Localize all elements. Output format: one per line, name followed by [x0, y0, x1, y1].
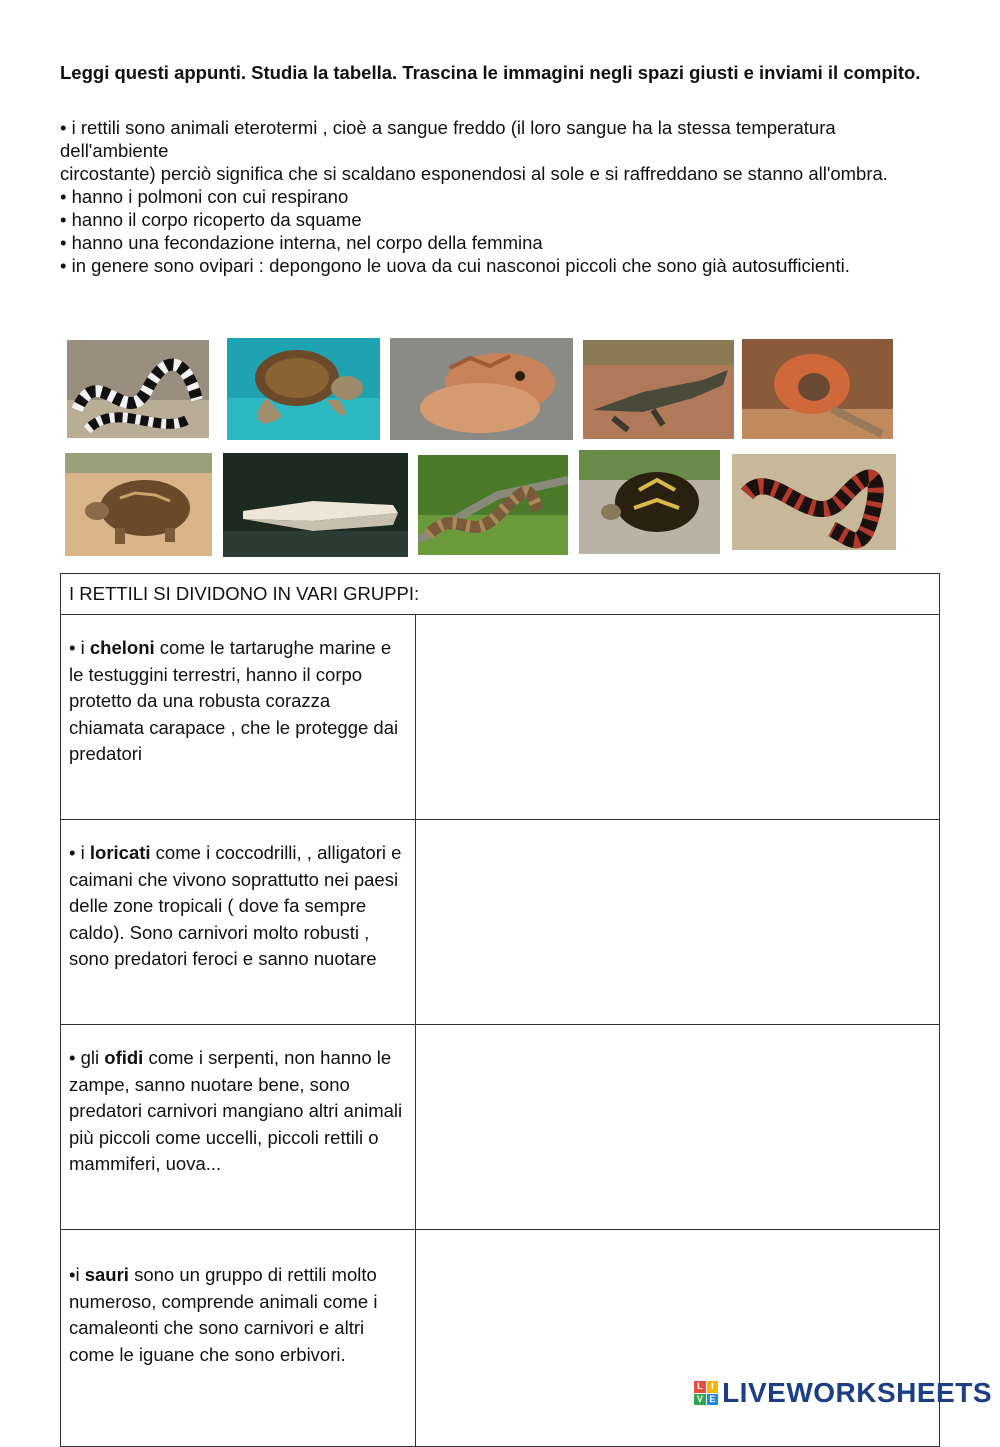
drop-zone-loricati[interactable]: [416, 820, 940, 1025]
note-line: • in genere sono ovipari : depongono le uova da cui nasconoi piccoli che sono già autosufficienti.: [60, 255, 850, 276]
note-line: • hanno una fecondazione interna, nel corpo della femmina: [60, 232, 543, 253]
note-line: • hanno il corpo ricoperto da squame: [60, 209, 362, 230]
notes: [60, 116, 940, 277]
note-line: circostante) perciò significa che si scaldano esponendosi al sole e si raffreddano se stanno all'ombra.: [60, 163, 888, 184]
group-description-ofidi: [61, 1025, 416, 1230]
draggable-image-sea-turtle[interactable]: [227, 338, 380, 440]
logo-icon: L I V E: [694, 1381, 718, 1405]
table-row: [61, 1025, 940, 1230]
desc-prefix: • i: [69, 637, 90, 658]
table-header: I RETTILI SI DIVIDONO IN VARI GRUPPI:: [61, 574, 940, 615]
desc-text: sono un gruppo di rettili molto numeroso, comprende animali come i camaleonti che sono carnivori e altri come le iguane che sono erbivori.: [69, 1264, 378, 1365]
draggable-image-frilled-lizard[interactable]: [742, 339, 893, 439]
desc-text: come le tartarughe marine e le testuggini terrestri, hanno il corpo protetto da una robusta corazza chiamata carapace , che le protegge dai predatori: [69, 637, 399, 764]
note-line: • hanno i polmoni con cui respirano: [60, 186, 349, 207]
group-term: cheloni: [89, 637, 155, 658]
group-term: sauri: [84, 1264, 129, 1285]
instructions: Leggi questi appunti. Studia la tabella. Trascina le immagini negli spazi giusti e inviami il compito.: [60, 62, 921, 83]
drop-zone-sauri[interactable]: [416, 1230, 940, 1447]
draggable-image-radiated-tortoise[interactable]: [579, 450, 720, 554]
groups-table: [60, 573, 940, 1447]
drop-zone-cheloni[interactable]: [416, 615, 940, 820]
table-row: [61, 820, 940, 1025]
group-description-sauri: [61, 1230, 416, 1447]
desc-text: come i coccodrilli, , alligatori e caimani che vivono soprattutto nei paesi delle zone tropicali ( dove fa sempre caldo). Sono carnivori molto robusti , sono predatori feroci e sanno nuotare: [69, 842, 402, 969]
brand-name: LIVEWORKSHEETS: [722, 1377, 992, 1408]
group-description-loricati: [61, 820, 416, 1025]
desc-prefix: •i: [69, 1264, 85, 1285]
draggable-image-albino-alligator[interactable]: [223, 453, 408, 557]
liveworksheets-logo: [694, 1377, 992, 1409]
table-row: [61, 1230, 940, 1447]
desc-prefix: • gli: [69, 1047, 105, 1068]
note-line: • i rettili sono animali eterotermi , cioè a sangue freddo (il loro sangue ha la stessa temperatura dell'ambiente: [60, 117, 836, 161]
draggable-image-crocodile[interactable]: [583, 340, 734, 439]
desc-text: come i serpenti, non hanno le zampe, sanno nuotare bene, sono predatori carnivori mangiano altri animali più piccoli come uccelli, piccoli rettili o mammiferi, uova...: [69, 1047, 403, 1174]
group-description-cheloni: [61, 615, 416, 820]
table-row: [61, 615, 940, 820]
drop-zone-ofidi[interactable]: [416, 1025, 940, 1230]
group-term: ofidi: [104, 1047, 144, 1068]
group-term: loricati: [89, 842, 151, 863]
draggable-image-banded-snake[interactable]: [67, 340, 209, 438]
draggable-image-tortoise[interactable]: [65, 453, 212, 556]
draggable-image-red-black-snake[interactable]: [732, 454, 896, 550]
draggable-image-bearded-dragon[interactable]: [390, 338, 573, 440]
draggable-image-boa-on-branch[interactable]: [418, 455, 568, 555]
desc-prefix: • i: [69, 842, 90, 863]
